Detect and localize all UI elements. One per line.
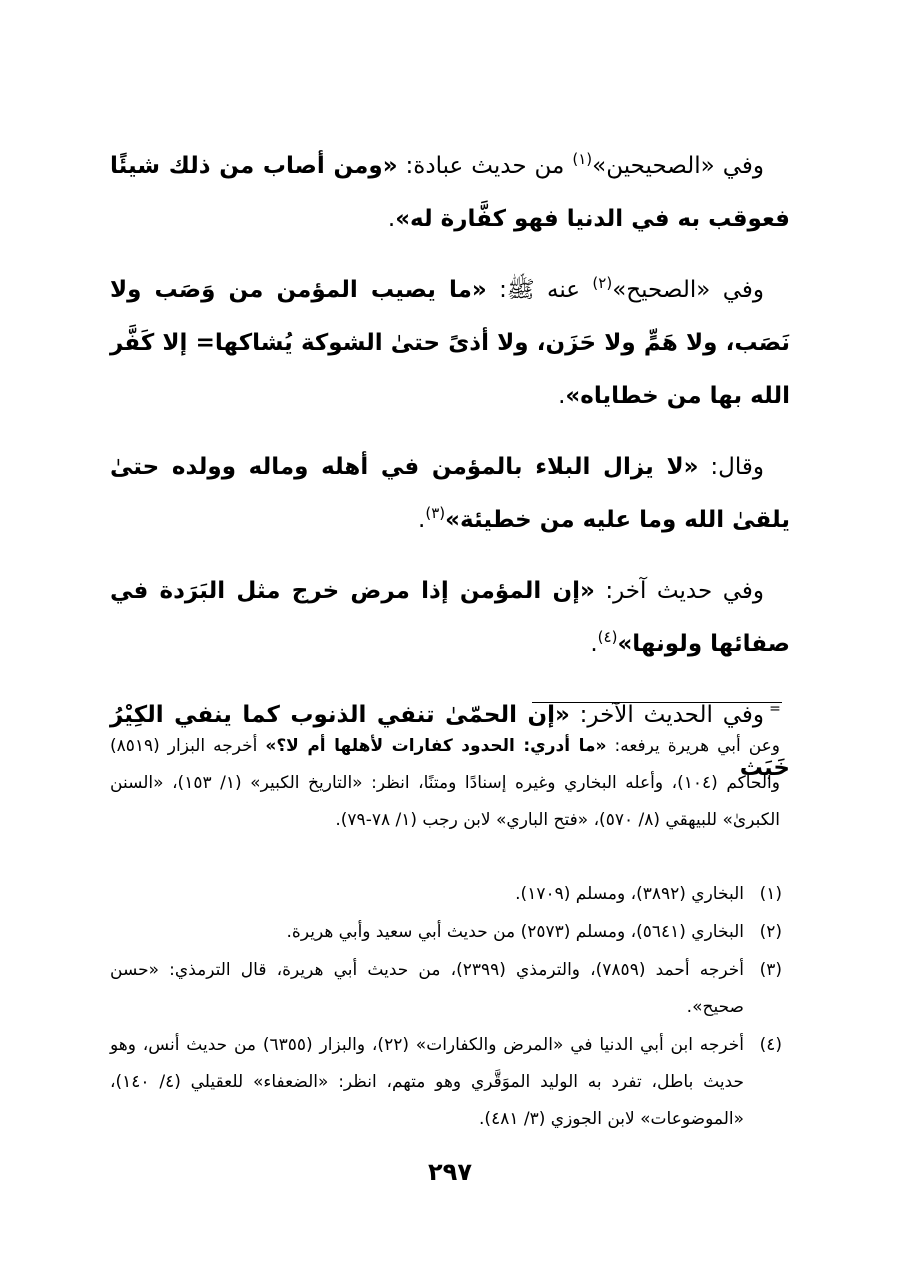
paragraph-text: وفي الحديث الآخر: bbox=[569, 702, 764, 728]
paragraph-text: عنه ﷺ: bbox=[486, 277, 593, 303]
paragraph-end: . bbox=[387, 206, 396, 232]
main-text bbox=[110, 140, 790, 813]
footnote-ref-3[interactable]: (٣) bbox=[425, 504, 446, 522]
paragraph-text: وقال: bbox=[698, 454, 764, 480]
paragraph-end: . bbox=[418, 507, 426, 533]
hadith-quote: «لا يزال البلاء بالمؤمن في أهله وماله وولده حتىٰ يلقىٰ الله وما عليه من خطيئة» bbox=[110, 454, 790, 533]
footnotes-list bbox=[110, 876, 782, 1139]
footnote-number: (٣) bbox=[759, 960, 782, 980]
footnote-text: البخاري (٥٦٤١)، ومسلم (٢٥٧٣) من حديث أبي سعيد وأبي هريرة. bbox=[286, 922, 744, 942]
footnote-text: أخرجه أحمد (٧٨٥٩)، والترمذي (٢٣٩٩)، من حديث أبي هريرة، قال الترمذي: «حسن صحيح». bbox=[110, 960, 744, 1017]
paragraph-text: وفي «الصحيح» bbox=[612, 277, 764, 303]
paragraph-4 bbox=[110, 565, 790, 671]
paragraph-text: من حديث عبادة: bbox=[397, 153, 573, 179]
paragraph-end: . bbox=[590, 631, 598, 657]
footnote-number: (٢) bbox=[759, 922, 782, 942]
footnote-continuation-mark: = bbox=[769, 701, 781, 717]
paragraph-3 bbox=[110, 441, 790, 547]
footnote-text: البخاري (٣٨٩٢)، ومسلم (١٧٠٩). bbox=[515, 884, 744, 904]
footnote-text: أخرجه البزار (٨٥١٩) والحاكم (١٠٤)، وأعله البخاري وغيره إسنادًا ومتنًا، انظر: «التاريخ الكبير» (١/ ١٥٣)، «السنن الكبرىٰ» للبيهقي (٨/ ٥٧٠)، «فتح الباري» لابن رجب (١/ ٧٨-٧٩). bbox=[110, 736, 780, 830]
footnote-quote: «ما أدري: الحدود كفارات لأهلها أم لا؟» bbox=[265, 736, 607, 756]
footnote-ref-4[interactable]: (٤) bbox=[597, 628, 618, 646]
footnote-2 bbox=[110, 914, 782, 951]
paragraph-1 bbox=[110, 140, 790, 246]
hadith-quote: «ما يصيب المؤمن من وَصَب ولا نَصَب، ولا هَمٍّ ولا حَزَن، ولا أذىً حتىٰ الشوكة يُشاكها= إلا كَفَّر الله بها من خطاياه» bbox=[110, 277, 790, 409]
footnote-4 bbox=[110, 1027, 782, 1138]
paragraph-text: وفي «الصحيحين» bbox=[592, 153, 764, 179]
footnote-text: أخرجه ابن أبي الدنيا في «المرض والكفارات» (٢٢)، والبزار (٦٣٥٥) من حديث أنس، وهو حديث باطل، تفرد به الوليد الموَقَّري وهو متهم، انظر: «الضعفاء» للعقيلي (٤/ ١٤٠)، «الموضوعات» لابن الجوزي (٣/ ٤٨١). bbox=[110, 1035, 744, 1129]
hadith-quote: «إن الحمّىٰ تنفي الذنوب كما ينفي الكِيْرُ خَبَث bbox=[110, 702, 790, 781]
footnote-3 bbox=[110, 952, 782, 1026]
footnote-text: وعن أبي هريرة يرفعه: bbox=[606, 736, 780, 756]
footnote-ref-1[interactable]: (١) bbox=[572, 150, 593, 168]
paragraph-end: . bbox=[558, 383, 566, 409]
footnote-ref-2[interactable]: (٢) bbox=[592, 274, 613, 292]
hadith-quote: «إن المؤمن إذا مرض خرج مثل البَرَدة في صفائها ولونها» bbox=[110, 578, 790, 657]
footnote-continuation bbox=[110, 728, 780, 839]
page-number: ٢٩٧ bbox=[428, 1158, 472, 1186]
paragraph-2 bbox=[110, 264, 790, 423]
footnote-number: (٤) bbox=[759, 1035, 782, 1055]
footnote-number: (١) bbox=[759, 884, 782, 904]
footnote-1 bbox=[110, 876, 782, 913]
footnote-separator bbox=[532, 702, 782, 703]
hadith-quote: «ومن أصاب من ذلك شيئًا فعوقب به في الدنيا فهو كفَّارة له» bbox=[110, 153, 790, 232]
paragraph-text: وفي حديث آخر: bbox=[594, 578, 764, 604]
